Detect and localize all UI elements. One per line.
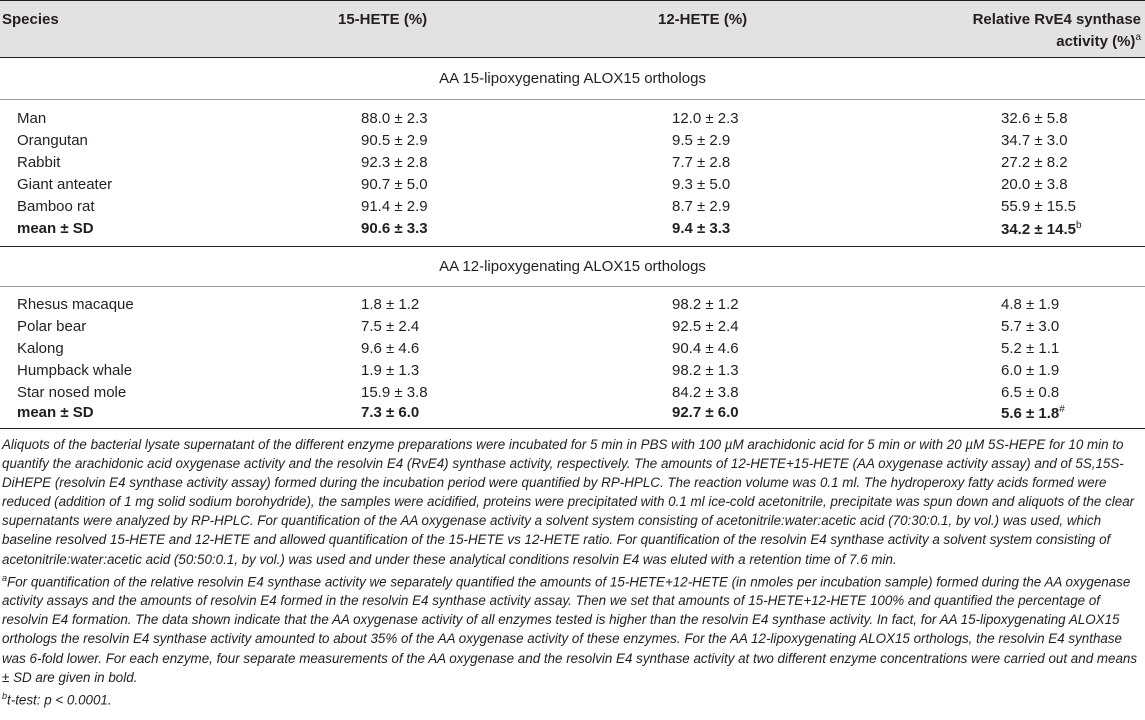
header-rve4-footnote-mark: a <box>1135 32 1141 43</box>
species-cell: Rhesus macaque <box>17 296 134 313</box>
section-divider <box>0 246 1145 247</box>
hete15-cell: 90.5 ± 2.9 <box>361 132 428 149</box>
table-row <box>0 176 1145 198</box>
table-footnotes <box>2 435 1140 709</box>
species-cell: Rabbit <box>17 154 61 171</box>
rve4-mean-value: 5.6 ± 1.8 <box>1001 405 1060 422</box>
rve4-mean <box>1001 220 1082 238</box>
rve4-mean-footnote-mark: # <box>1059 404 1065 415</box>
species-cell: Bamboo rat <box>17 198 95 215</box>
rve4-cell: 34.7 ± 3.0 <box>1001 132 1068 149</box>
header-15-hete: 15-HETE (%) <box>338 11 428 28</box>
mean-label: mean ± SD <box>17 404 94 421</box>
species-cell: Humpback whale <box>17 362 133 379</box>
rve4-mean-footnote-mark: b <box>1075 220 1082 231</box>
hete15-mean: 90.6 ± 3.3 <box>361 220 428 237</box>
table-row <box>0 362 1145 384</box>
hete15-cell: 90.7 ± 5.0 <box>361 176 428 193</box>
rve4-cell: 20.0 ± 3.8 <box>1001 176 1068 193</box>
species-cell: Polar bear <box>17 318 87 335</box>
rve4-cell: 6.5 ± 0.8 <box>1001 384 1060 401</box>
header-rve4 <box>973 11 1141 51</box>
rve4-mean-value: 34.2 ± 14.5 <box>1001 221 1076 238</box>
group-label-12-lox: AA 12-lipoxygenating ALOX15 orthologs <box>439 258 706 275</box>
species-cell: Man <box>17 110 47 127</box>
hete12-cell: 7.7 ± 2.8 <box>672 154 731 171</box>
hete15-cell: 9.6 ± 4.6 <box>361 340 420 357</box>
hete12-cell: 9.5 ± 2.9 <box>672 132 731 149</box>
rve4-cell: 27.2 ± 8.2 <box>1001 154 1068 171</box>
group-divider <box>0 99 1145 100</box>
hete15-cell: 92.3 ± 2.8 <box>361 154 428 171</box>
hete15-mean: 7.3 ± 6.0 <box>361 404 420 421</box>
header-rve4-line1: Relative RvE4 synthase <box>972 11 1141 28</box>
rve4-cell: 32.6 ± 5.8 <box>1001 110 1068 127</box>
hete12-cell: 84.2 ± 3.8 <box>672 384 739 401</box>
rve4-cell: 55.9 ± 15.5 <box>1001 198 1076 215</box>
hete15-cell: 7.5 ± 2.4 <box>361 318 420 335</box>
table-row <box>0 154 1145 176</box>
rve4-cell: 5.7 ± 3.0 <box>1001 318 1060 335</box>
header-12-hete: 12-HETE (%) <box>658 11 748 28</box>
footnote-b <box>2 687 1140 710</box>
hete12-cell: 98.2 ± 1.3 <box>672 362 739 379</box>
group-divider <box>0 286 1145 287</box>
table-row <box>0 318 1145 340</box>
footnote-a <box>2 569 1140 687</box>
header-rve4-line2: activity (%) <box>1056 33 1136 50</box>
species-cell: Star nosed mole <box>17 384 127 401</box>
table-row <box>0 198 1145 220</box>
footnote-a-mark: a <box>2 572 8 583</box>
hete15-cell: 1.8 ± 1.2 <box>361 296 420 313</box>
hete12-cell: 92.5 ± 2.4 <box>672 318 739 335</box>
table-row <box>0 340 1145 362</box>
table-row <box>0 132 1145 154</box>
rve4-cell: 5.2 ± 1.1 <box>1001 340 1060 357</box>
footnote-main: Aliquots of the bacterial lysate supernatant of the different enzyme preparations were incubated for 5 min in PBS with 100 µM arachidonic acid for 5 min or with 20 µM 5S-HEPE for 10 min to quantify the arachidonic acid oxygenase activity and the resolvin E4 (RvE4) synthase activity, respectively. The amounts of 12-HETE+15-HETE (AA oxygenase activity assay) and of 5S,15S-DiHEPE (resolvin E4 synthase activity assay) formed during the incubation period were quantified by RP-HPLC. The reaction volume was 0.1 ml. The hydroperoxy fatty acids formed were reduced (addition of 1 mg solid sodium borohydride), the samples were acidified, proteins were precipitated with 0.1 ml ice-cold acetonitrile, precipitate was spun down and aliquots of the clear supernatants were analyzed by RP-HPLC. For quantification of the AA oxygenase activity a solvent system consisting of acetonitrile:water:acetic acid (70:30:0.1, by vol.) was used, which baseline resolved 15-HETE and 12-HETE and allowed quantification of the 15-HETE vs 12-HETE ratio. For quantification of the resolvin E4 synthase activity a solvent system consisting of acetonitrile:water:acetic acid (50:50:0.1, by vol.) was used and under these analytical conditions resolvin E4 was eluted with a retention time of 7.6 min. <box>2 437 1135 567</box>
hete15-cell: 15.9 ± 3.8 <box>361 384 428 401</box>
hete15-cell: 1.9 ± 1.3 <box>361 362 420 379</box>
mean-row <box>0 220 1145 242</box>
hete12-cell: 12.0 ± 2.3 <box>672 110 739 127</box>
table-bottom-rule <box>0 428 1145 429</box>
group-label-15-lox: AA 15-lipoxygenating ALOX15 orthologs <box>439 70 706 87</box>
table-row <box>0 296 1145 318</box>
species-cell: Kalong <box>17 340 64 357</box>
hete12-cell: 9.3 ± 5.0 <box>672 176 731 193</box>
mean-row <box>0 404 1145 426</box>
table-row <box>0 110 1145 132</box>
hete12-cell: 90.4 ± 4.6 <box>672 340 739 357</box>
header-species: Species <box>2 11 59 28</box>
hete15-cell: 91.4 ± 2.9 <box>361 198 428 215</box>
mean-label: mean ± SD <box>17 220 94 237</box>
table-row <box>0 384 1145 406</box>
table-header <box>0 0 1145 58</box>
footnote-a-text: For quantification of the relative resolvin E4 synthase activity we separately quantified the amounts of 15-HETE+12-HETE (in nmoles per incubation sample) formed during the AA oxygenase activity assays and the amounts of resolvin E4 formed in the resolvin E4 synthase activity assay. Then we set that amounts of 15-HETE+12-HETE 100% and quantified the percentage of resolvin E4 formation. The data shown indicate that the AA oxygenase activity of all enzymes tested is higher than the resolvin E4 synthase activity. In fact, for AA 15-lipoxygenating ALOX15 orthologs the resolvin E4 synthase activity amounted to about 35% of the AA oxygenase activity of these enzymes. For the AA 12-lipoxygenating ALOX15 orthologs, the resolvin E4 synthase was 6-fold lower. For each enzyme, four separate measurements of the AA oxygenase and the resolvin E4 synthase activity at two different enzyme concentrations were carried out and means ± SD are given in bold. <box>2 574 1138 685</box>
rve4-cell: 4.8 ± 1.9 <box>1001 296 1060 313</box>
species-cell: Giant anteater <box>17 176 113 193</box>
hete12-cell: 8.7 ± 2.9 <box>672 198 731 215</box>
hete15-cell: 88.0 ± 2.3 <box>361 110 428 127</box>
footnote-b-mark: b <box>2 690 8 701</box>
hete12-cell: 98.2 ± 1.2 <box>672 296 739 313</box>
hete12-mean: 92.7 ± 6.0 <box>672 404 739 421</box>
hete12-mean: 9.4 ± 3.3 <box>672 220 731 237</box>
species-cell: Orangutan <box>17 132 88 149</box>
footnote-b-text: t-test: p < 0.0001. <box>7 692 112 708</box>
rve4-cell: 6.0 ± 1.9 <box>1001 362 1060 379</box>
rve4-mean <box>1001 404 1065 422</box>
